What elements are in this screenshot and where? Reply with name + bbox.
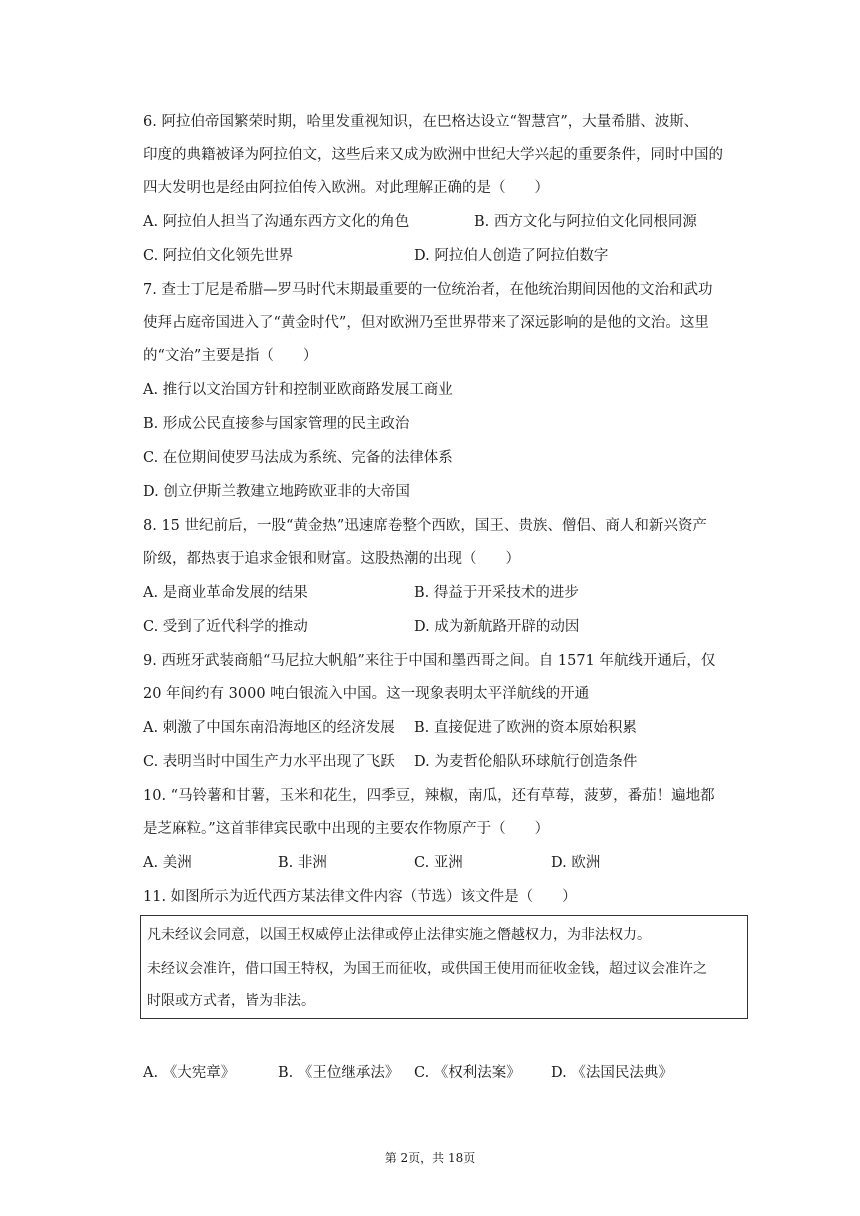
q9-stem-line1: 9. 西班牙武装商船“马尼拉大帆船”来往于中国和墨西哥之间。自 1571 年航线开通后，仅 [143, 653, 716, 669]
q10-stem-line2: 是芝麻粒。”这首菲律宾民歌中出现的主要农作物原产于（ ） [143, 821, 550, 837]
q11-document-excerpt-box [140, 915, 748, 1019]
q7-option-c: C. 在位期间使罗马法成为系统、完备的法律体系 [143, 450, 453, 466]
q11-option-a: A. 《大宪章》 [143, 1065, 236, 1081]
q6-option-c: C. 阿拉伯文化领先世界 [143, 248, 294, 264]
q8-stem-line2: 阶级，都热衷于追求金银和财富。这股热潮的出现（ ） [143, 551, 520, 567]
q6-option-d: D. 阿拉伯人创造了阿拉伯数字 [414, 248, 609, 264]
q8-stem-line1: 8. 15 世纪前后，一股“黄金热”迅速席卷整个西欧，国王、贵族、僧侣、商人和新兴资产 [143, 518, 707, 534]
q8-option-a: A. 是商业革命发展的结果 [143, 585, 308, 601]
q6-option-b: B. 西方文化与阿拉伯文化同根同源 [474, 214, 697, 230]
q11-excerpt-line3: 时限或方式者，皆为非法。 [147, 993, 315, 1009]
q7-stem-line1: 7. 查士丁尼是希腊—罗马时代末期最重要的一位统治者，在他统治期间因他的文治和武功 [143, 282, 713, 298]
q7-option-a: A. 推行以文治国方针和控制亚欧商路发展工商业 [143, 382, 453, 398]
q9-option-a: A. 刺激了中国东南沿海地区的经济发展 [143, 720, 395, 736]
q10-option-c: C. 亚洲 [414, 855, 463, 871]
q11-stem-line1: 11. 如图所示为近代西方某法律文件内容（节选）该文件是（ ） [143, 889, 577, 905]
q10-option-a: A. 美洲 [143, 855, 192, 871]
q7-stem-line2: 使拜占庭帝国进入了“黄金时代”，但对欧洲乃至世界带来了深远影响的是他的文治。这里 [143, 315, 709, 331]
q6-stem-line3: 四大发明也是经由阿拉伯传入欧洲。对此理解正确的是（ ） [143, 180, 549, 196]
q10-option-b: B. 非洲 [278, 855, 327, 871]
q7-option-b: B. 形成公民直接参与国家管理的民主政治 [143, 416, 410, 432]
q11-option-c: C. 《权利法案》 [414, 1065, 521, 1081]
q11-excerpt-line1: 凡未经议会同意，以国王权威停止法律或停止法律实施之僭越权力，为非法权力。 [147, 927, 651, 943]
q7-option-d: D. 创立伊斯兰教建立地跨欧亚非的大帝国 [143, 484, 410, 500]
q7-stem-line3: 的“文治”主要是指（ ） [143, 348, 318, 364]
q9-option-d: D. 为麦哲伦船队环球航行创造条件 [414, 754, 638, 770]
q9-option-b: B. 直接促进了欧洲的资本原始积累 [414, 720, 637, 736]
q8-option-b: B. 得益于开采技术的进步 [414, 585, 579, 601]
q8-option-c: C. 受到了近代科学的推动 [143, 619, 308, 635]
q10-option-d: D. 欧洲 [551, 855, 601, 871]
q11-option-b: B. 《王位继承法》 [278, 1065, 400, 1081]
page-number-footer: 第 2页，共 18页 [384, 1151, 476, 1165]
q6-option-a: A. 阿拉伯人担当了沟通东西方文化的角色 [143, 214, 410, 230]
q6-stem-line1: 6. 阿拉伯帝国繁荣时期，哈里发重视知识，在巴格达设立“智慧宫”，大量希腊、波斯、 [143, 114, 699, 130]
q9-option-c: C. 表明当时中国生产力水平出现了飞跃 [143, 754, 395, 770]
q9-stem-line2: 20 年间约有 3000 吨白银流入中国。这一现象表明太平洋航线的开通 [143, 686, 590, 702]
q8-option-d: D. 成为新航路开辟的动因 [414, 619, 580, 635]
q10-stem-line1: 10. “马铃薯和甘薯，玉米和花生，四季豆，辣椒，南瓜，还有草莓，菠萝，番茄！遍地都 [143, 788, 715, 804]
q11-option-d: D. 《法国民法典》 [551, 1065, 673, 1081]
q11-excerpt-line2: 未经议会准许，借口国王特权，为国王而征收，或供国王使用而征收金钱，超过议会准许之 [147, 961, 707, 977]
q6-stem-line2: 印度的典籍被译为阿拉伯文，这些后来又成为欧洲中世纪大学兴起的重要条件，同时中国的 [143, 147, 723, 163]
